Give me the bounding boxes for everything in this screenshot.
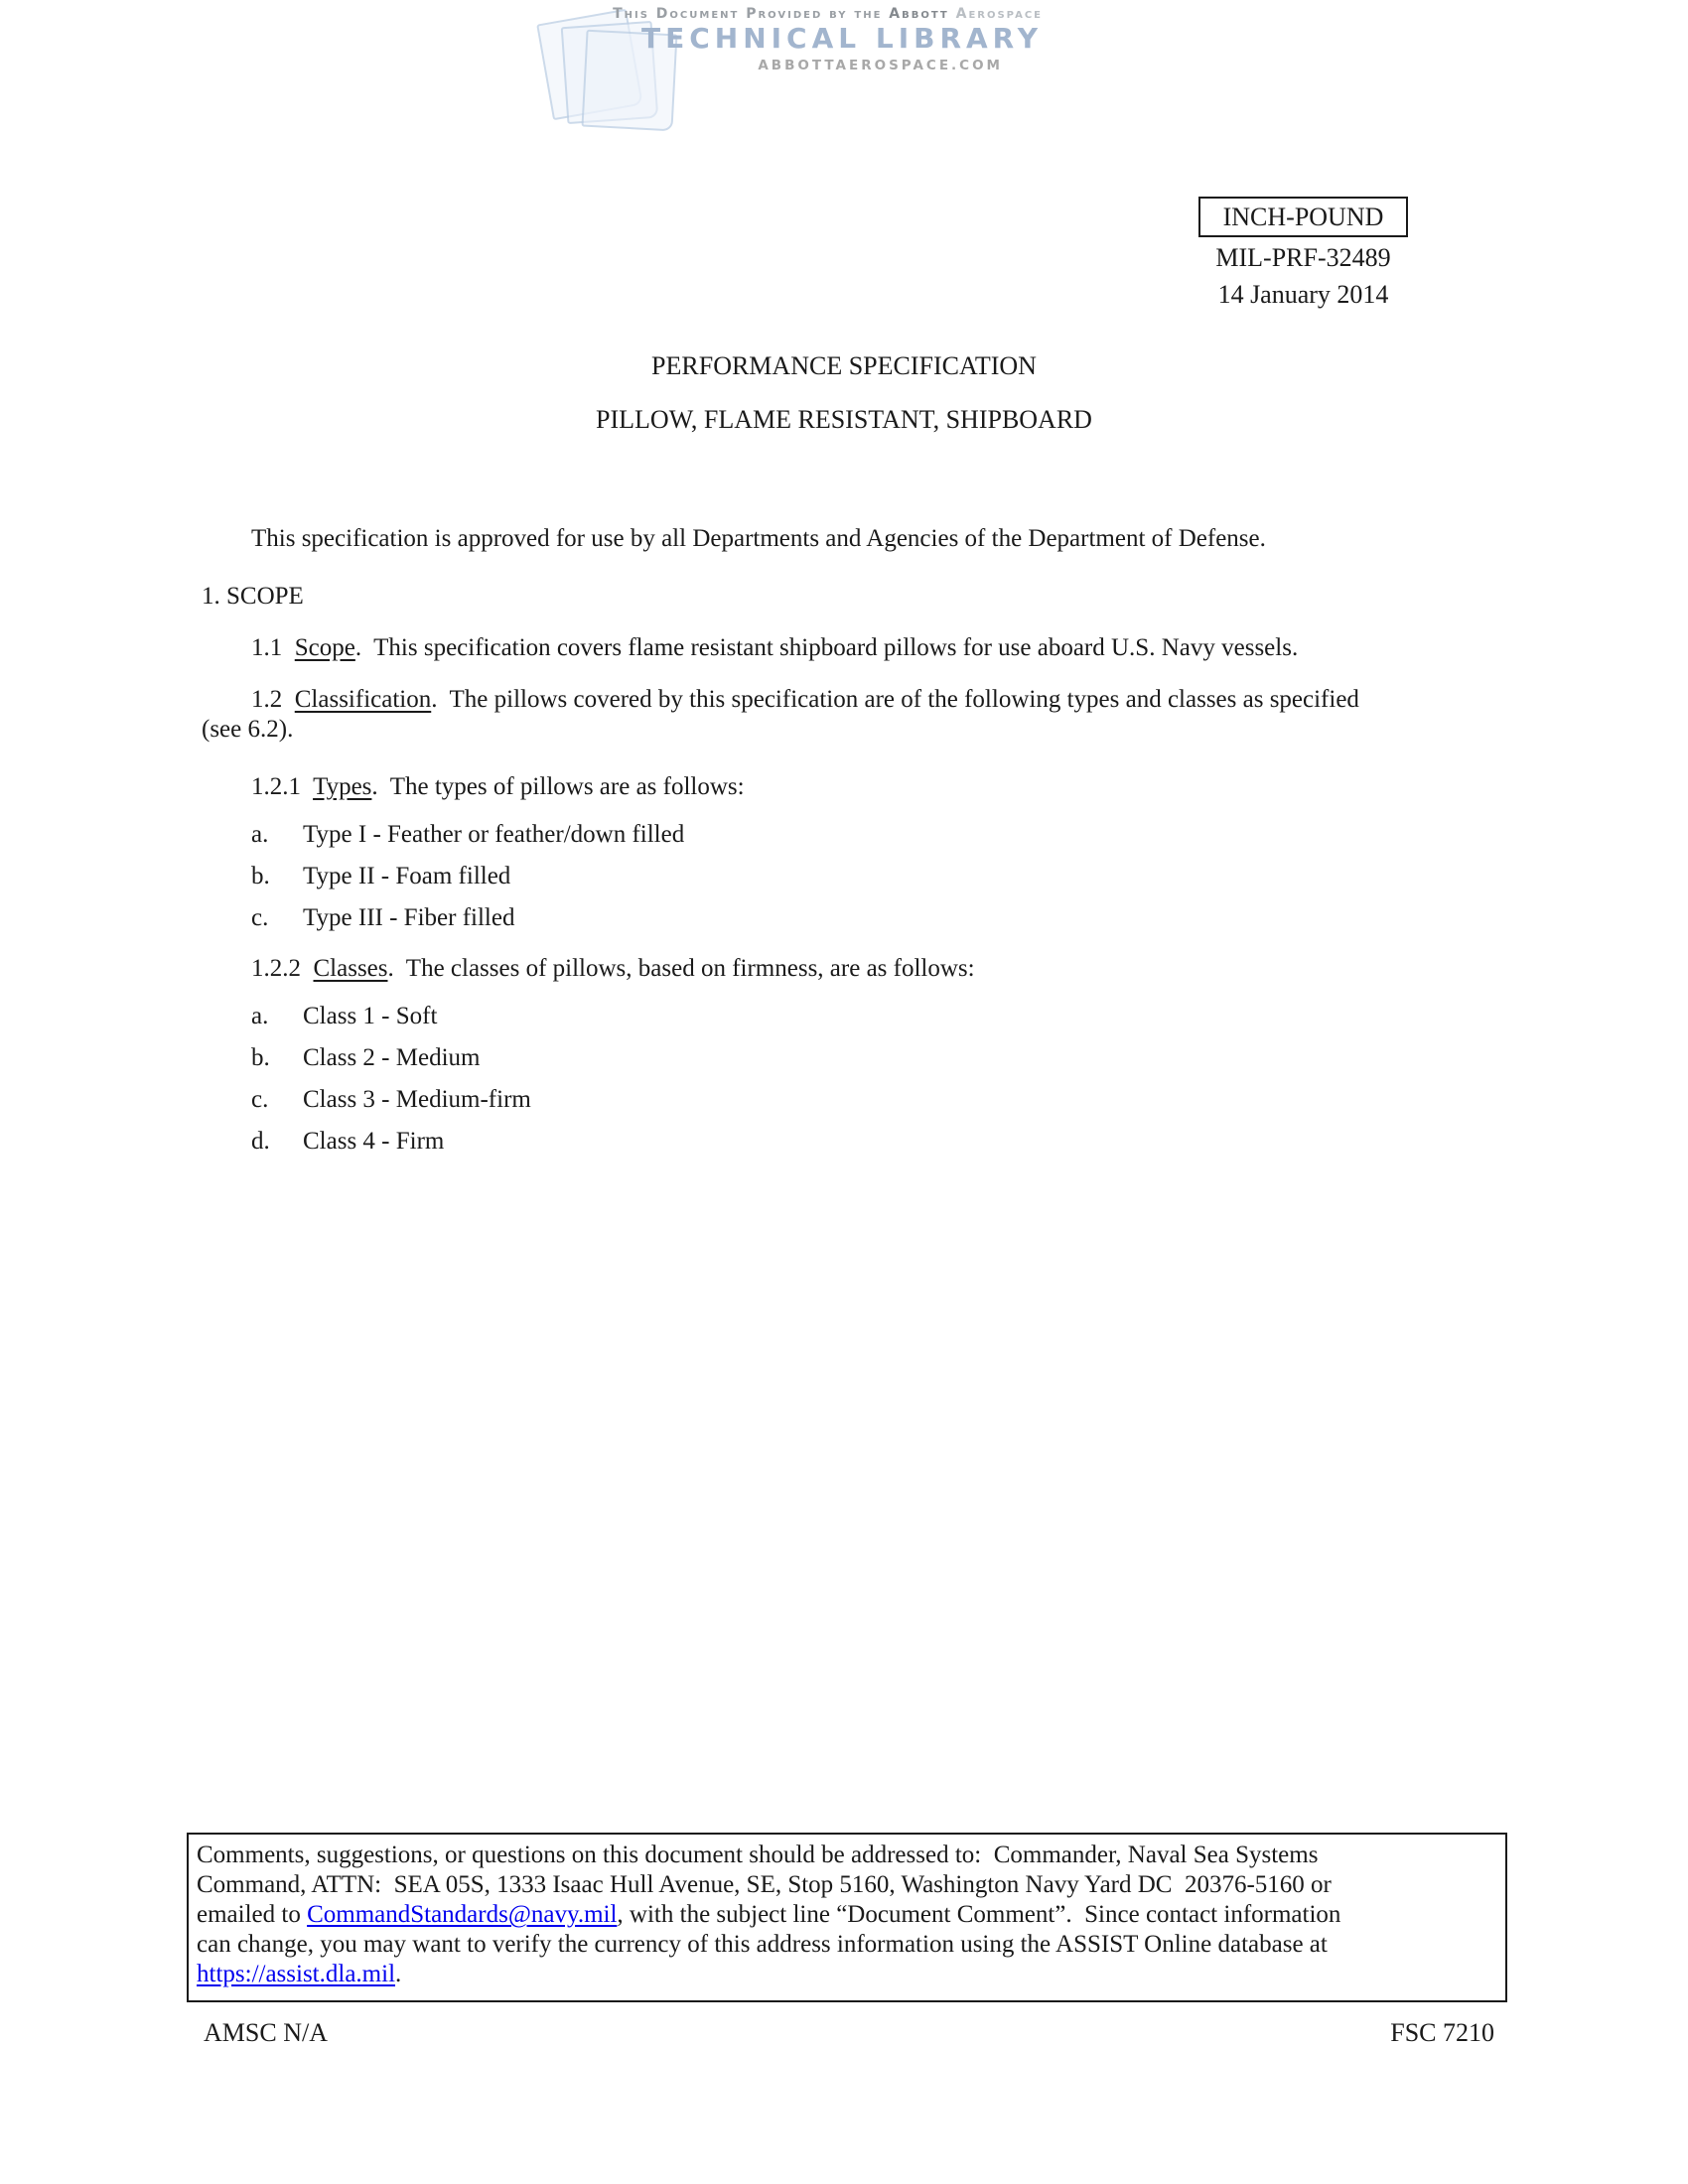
list-item-letter: c. [251, 1086, 269, 1113]
comment-line-4: can change, you may want to verify the currency of this address information using the ASSIST Online database at [197, 1931, 1328, 1958]
paragraph-text: . The pillows covered by this specification are of the following types and classes as specified [431, 686, 1359, 713]
list-item-text: Type III - Fiber filled [303, 904, 515, 931]
inch-pound-stamp [1198, 197, 1408, 237]
list-item-class-a [202, 1002, 1492, 1031]
amsc-number: AMSC N/A [204, 2018, 328, 2047]
list-item-text: Type II - Foam filled [303, 863, 511, 889]
list-item-type-a [202, 820, 1492, 850]
title-block [0, 351, 1688, 435]
abbott-aerospace-logo [546, 6, 1043, 73]
list-item-text: Class 2 - Medium [303, 1044, 481, 1071]
paragraph-text: . The types of pillows are as follows: [371, 773, 745, 800]
list-item-letter: a. [251, 821, 269, 848]
logo-website: ABBOTTAEROSPACE.COM [758, 58, 1003, 73]
paragraph-number: 1.2.1 [251, 773, 314, 800]
document-date: 14 January 2014 [1217, 280, 1389, 309]
document-body [202, 516, 1492, 1157]
comments-address-box [187, 1833, 1507, 2002]
list-item-text: Type I - Feather or feather/down filled [303, 821, 685, 848]
paragraph-text: . This specification covers flame resistant shipboard pillows for use aboard U.S. Navy vessels. [354, 634, 1299, 661]
comment-line-3-text: emailed to [197, 1901, 308, 1928]
paragraph-term: Classes [313, 955, 388, 982]
assist-database-link[interactable]: https://assist.dla.mil [197, 1961, 396, 1987]
comment-line-3 [197, 1900, 1497, 1930]
list-item-class-c [202, 1085, 1492, 1115]
document-title-line2: PILLOW, FLAME RESISTANT, SHIPBOARD [596, 405, 1092, 434]
list-item-text: Class 4 - Firm [303, 1128, 445, 1155]
paragraph-text-continued: (see 6.2). [202, 716, 294, 743]
paragraph-1-2-1 [202, 772, 1492, 802]
section-1-heading: 1. SCOPE [202, 583, 304, 610]
list-item-letter: b. [251, 1044, 270, 1071]
paragraph-term: Classification [294, 686, 432, 713]
comment-line-5 [197, 1960, 1497, 1989]
comment-line-5-text: . [395, 1961, 402, 1987]
list-item-class-b [202, 1043, 1492, 1073]
logo-tagline [546, 6, 1043, 22]
logo-tagline-abbott: Abbott [889, 6, 956, 22]
page-footer [204, 2018, 1494, 2048]
comment-line-2: Command, ATTN: SEA 05S, 1333 Isaac Hull Avenue, SE, Stop 5160, Washington Navy Yard DC 20376-5160 or [197, 1871, 1332, 1898]
paragraph-1-2-2 [202, 954, 1492, 984]
paragraph-term: Types [313, 773, 372, 800]
paragraph-number: 1.1 [251, 634, 295, 661]
paragraph-term: Scope [294, 634, 355, 661]
comment-line-3-text: , with the subject line “Document Comment”. Since contact information [617, 1901, 1341, 1928]
paragraph-text: . The classes of pillows, based on firmness, are as follows: [387, 955, 975, 982]
paragraph-1-2 [202, 685, 1492, 745]
list-item-class-d [202, 1127, 1492, 1157]
document-number: MIL-PRF-32489 [1215, 243, 1391, 272]
list-item-letter: a. [251, 1003, 269, 1029]
paragraph-1-1 [202, 633, 1492, 663]
list-item-text: Class 3 - Medium-firm [303, 1086, 531, 1113]
list-item-letter: b. [251, 863, 270, 889]
comment-line-1: Comments, suggestions, or questions on this document should be addressed to: Commander, Naval Sea Systems [197, 1842, 1319, 1868]
list-item-text: Class 1 - Soft [303, 1003, 438, 1029]
list-item-type-c [202, 903, 1492, 933]
list-item-letter: d. [251, 1128, 270, 1155]
document-id-block [1192, 239, 1415, 313]
fsc-number: FSC 7210 [1390, 2018, 1494, 2047]
approval-statement: This specification is approved for use by all Departments and Agencies of the Department of Defense. [251, 525, 1266, 552]
inch-pound-label: INCH-POUND [1222, 203, 1384, 231]
list-item-letter: c. [251, 904, 269, 931]
logo-tagline-aerospace: Aerospace [955, 6, 1043, 22]
logo-tagline-prefix: This Document Provided by the [613, 6, 890, 22]
logo-title: TECHNICAL LIBRARY [640, 22, 1043, 55]
list-item-type-b [202, 862, 1492, 891]
paragraph-number: 1.2.2 [251, 955, 314, 982]
document-title-line1: PERFORMANCE SPECIFICATION [651, 351, 1037, 380]
paragraph-number: 1.2 [251, 686, 295, 713]
command-standards-email-link[interactable]: CommandStandards@navy.mil [307, 1901, 618, 1928]
